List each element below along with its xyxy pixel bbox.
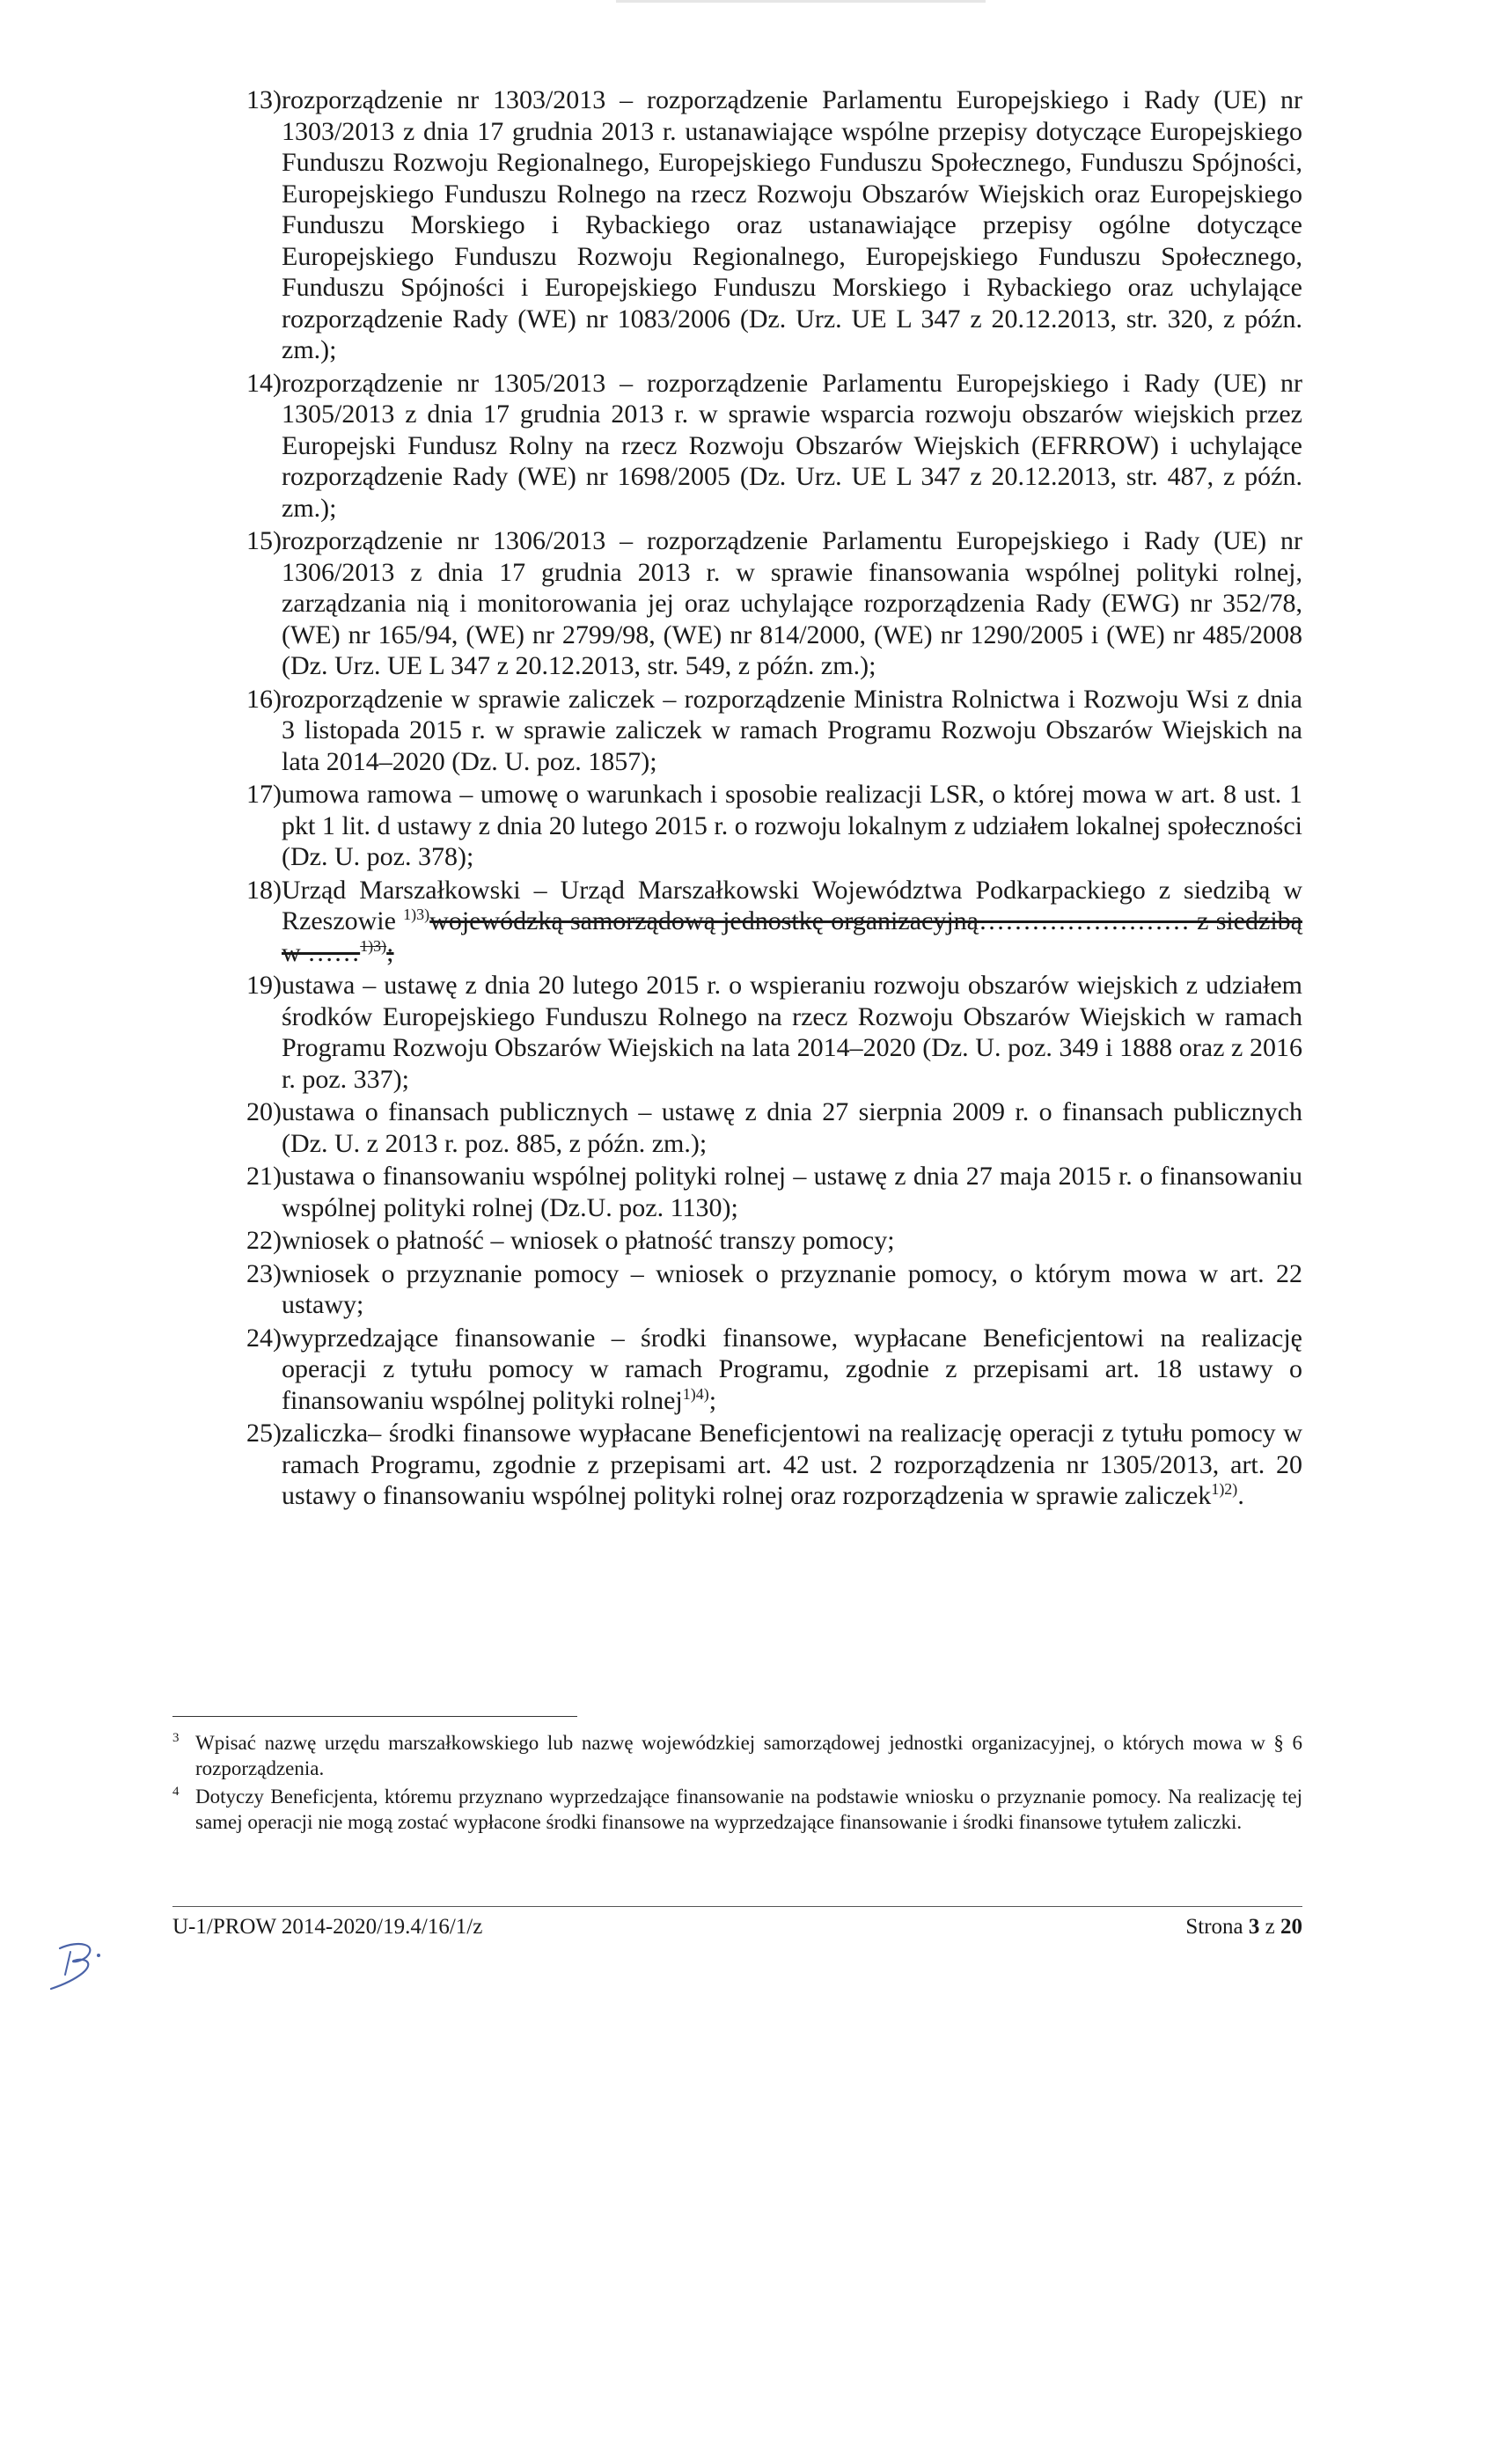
definition-text-part: ustawa o finansowaniu wspólnej polityki rolnej – ustawę z dnia 27 maja 2015 r. o finansowaniu wspólnej polityki rolnej (Dz.U. poz. 1130); xyxy=(282,1162,1302,1222)
definition-text xyxy=(282,1323,1302,1417)
definition-number: 15) xyxy=(246,526,282,555)
definition-item xyxy=(211,970,1302,1095)
definition-item xyxy=(211,875,1302,969)
definition-number: 16) xyxy=(246,684,282,714)
definition-item xyxy=(211,525,1302,682)
definition-number: 20) xyxy=(246,1097,282,1126)
definition-text-part: ustawa o finansach publicznych – ustawę z dnia 27 sierpnia 2009 r. o finansach publicznych (Dz. U. z 2013 r. poz. 885, z późn. zm.); xyxy=(282,1097,1302,1158)
definition-text-part: Urząd Marszałkowski – Urząd Marszałkowski Województwa Podkarpackiego z siedzibą w Rzeszowie xyxy=(282,875,1302,935)
definition-text xyxy=(282,1258,1302,1321)
definition-text xyxy=(282,368,1302,524)
page-prefix: Strona xyxy=(1185,1915,1249,1939)
definition-number: 25) xyxy=(246,1419,282,1448)
footnote-reference: 1)4) xyxy=(682,1384,709,1403)
definition-text xyxy=(282,525,1302,682)
definition-text-part: rozporządzenie nr 1303/2013 – rozporządzenie Parlamentu Europejskiego i Rady (UE) nr 1303/2013 z dnia 17 grudnia 2013 r. ustanawiające wspólne przepisy dotyczące Europejskiego Funduszu Rozwoju Regionalnego, Europejskiego Funduszu Społecznego, Funduszu Spójności, Europejskiego Funduszu Rolnego na rzecz Rozwoju Obszarów Wiejskich oraz Europejskiego Funduszu Morskiego i Rybackiego oraz ustanawiające przepisy ogólne dotyczące Europejskiego Funduszu Rozwoju Regionalnego, Europejskiego Funduszu Społecznego, Funduszu Spójności i Europejskiego Funduszu Morskiego i Rybackiego oraz uchylające rozporządzenie Rady (WE) nr 1083/2006 (Dz. Urz. UE L 347 z 20.12.2013, str. 320, z późn. zm.); xyxy=(282,85,1302,364)
definition-item xyxy=(211,1418,1302,1512)
definition-text xyxy=(282,684,1302,778)
definition-number: 14) xyxy=(246,368,282,398)
definition-item xyxy=(211,1258,1302,1321)
definition-number: 23) xyxy=(246,1258,282,1288)
definition-item xyxy=(211,368,1302,524)
footnotes xyxy=(172,1730,1302,1837)
document-code: U-1/PROW 2014-2020/19.4/16/1/z xyxy=(172,1915,483,1939)
footnote-reference: 1)2) xyxy=(1211,1480,1238,1498)
page-current: 3 xyxy=(1248,1915,1260,1939)
footnote-text: Dotyczy Beneficjenta, któremu przyznano wyprzedzające finansowanie na podstawie wniosku o przyznanie pomocy. Na realizację tej samej operacji nie mogą zostać wypłacone środki finansowe na wyprzedzające finansowanie i środki finansowe tytułem zaliczki. xyxy=(195,1786,1302,1833)
definition-number: 21) xyxy=(246,1162,282,1191)
definition-text-part: rozporządzenie nr 1306/2013 – rozporządzenie Parlamentu Europejskiego i Rady (UE) nr 1306/2013 z dnia 17 grudnia 2013 r. w sprawie finansowania wspólnej polityki rolnej, zarządzania nią i monitorowania jej oraz uchylające rozporządzenia Rady (EWG) nr 352/78, (WE) nr 165/94, (WE) nr 2799/98, (WE) nr 814/2000, (WE) nr 1290/2005 i (WE) nr 485/2008 (Dz. Urz. UE L 347 z 20.12.2013, str. 549, z późn. zm.); xyxy=(282,526,1302,680)
page-number xyxy=(1185,1915,1302,1940)
definition-text xyxy=(282,875,1302,969)
definition-item xyxy=(211,1096,1302,1159)
definition-item xyxy=(211,1161,1302,1223)
definition-text-part: rozporządzenie nr 1305/2013 – rozporządzenie Parlamentu Europejskiego i Rady (UE) nr 1305/2013 z dnia 17 grudnia 2013 r. w sprawie wsparcia rozwoju obszarów wiejskich przez Europejski Fundusz Rolny na rzecz Rozwoju Obszarów Wiejskich (EFRROW) i uchylające rozporządzenie Rady (WE) nr 1698/2005 (Dz. Urz. UE L 347 z 20.12.2013, str. 487, z późn. zm.); xyxy=(282,368,1302,523)
definition-text-part: ; xyxy=(386,937,394,967)
definition-text-part: umowa ramowa – umowę o warunkach i sposobie realizacji LSR, o której mowa w art. 8 ust. 1 pkt 1 lit. d ustawy z dnia 20 lutego 2015 r. o rozwoju lokalnym z udziałem lokalnej społeczności (Dz. U. poz. 378); xyxy=(282,780,1302,871)
footnote-text: Wpisać nazwę urzędu marszałkowskiego lub nazwę wojewódzkiej samorządowej jednostki organizacyjnej, o których mowa w § 6 rozporządzenia. xyxy=(195,1732,1302,1779)
definition-item xyxy=(211,779,1302,873)
definition-item xyxy=(211,1225,1302,1257)
definition-item xyxy=(211,684,1302,778)
handwritten-initials xyxy=(44,1936,114,1998)
definition-item xyxy=(211,1323,1302,1417)
definition-text-part: wniosek o przyznanie pomocy – wniosek o przyznanie pomocy, o którym mowa w art. 22 ustawy; xyxy=(282,1258,1302,1319)
definition-text xyxy=(282,1096,1302,1159)
definition-number: 18) xyxy=(246,875,282,905)
definition-text xyxy=(282,84,1302,366)
definition-text-part: wojewódzką samorządową jednostkę organizacyjną…………………… z siedzibą w …… xyxy=(282,906,1302,967)
definition-number: 22) xyxy=(246,1226,282,1255)
definition-number: 19) xyxy=(246,971,282,1000)
definition-number: 17) xyxy=(246,780,282,809)
definition-number: 13) xyxy=(246,85,282,114)
footnote-mark: 4 xyxy=(172,1785,180,1799)
definition-text xyxy=(282,1161,1302,1223)
page-separator: z xyxy=(1259,1915,1280,1939)
footnote-mark: 3 xyxy=(172,1731,180,1745)
definition-text-part: ; xyxy=(708,1385,717,1415)
footnote-separator xyxy=(172,1716,577,1717)
footnote xyxy=(172,1730,1302,1781)
footer-separator xyxy=(172,1906,1302,1907)
definition-text xyxy=(282,779,1302,873)
page-total: 20 xyxy=(1280,1915,1302,1939)
definitions-list xyxy=(211,84,1302,1514)
definition-text-part: wyprzedzające finansowanie – środki finansowe, wypłacane Beneficjentowi na realizację operacji z tytułu pomocy w ramach Programu, zgodnie z przepisami art. 18 ustawy o finansowaniu wspólnej polityki rolnej xyxy=(282,1323,1302,1415)
definition-text xyxy=(282,1418,1302,1512)
definition-number: 24) xyxy=(246,1323,282,1353)
definition-item xyxy=(211,84,1302,366)
definition-text-part: . xyxy=(1237,1481,1244,1510)
footnote xyxy=(172,1784,1302,1835)
definition-text-part: rozporządzenie w sprawie zaliczek – rozporządzenie Ministra Rolnictwa i Rozwoju Wsi z dnia 3 listopada 2015 r. w sprawie zaliczek w ramach Programu Rozwoju Obszarów Wiejskich na lata 2014–2020 (Dz. U. poz. 1857); xyxy=(282,684,1302,776)
definition-text-part: ustawa – ustawę z dnia 20 lutego 2015 r. o wspieraniu rozwoju obszarów wiejskich z udziałem środków Europejskiego Funduszu Rolnego na rzecz Rozwoju Obszarów Wiejskich w ramach Programu Rozwoju Obszarów Wiejskich na lata 2014–2020 (Dz. U. poz. 349 i 1888 oraz z 2016 r. poz. 337); xyxy=(282,971,1302,1094)
footnote-reference: 1)3) xyxy=(403,906,430,923)
definition-text-part: wniosek o płatność – wniosek o płatność transzy pomocy; xyxy=(282,1226,895,1255)
definition-text-part: zaliczka– środki finansowe wypłacane Beneficjentowi na realizację operacji z tytułu pomocy w ramach Programu, zgodnie z przepisami art. 42 ust. 2 rozporządzenia nr 1305/2013, art. 20 ustawy o finansowaniu wspólnej polityki rolnej oraz rozporządzenia w sprawie zaliczek xyxy=(282,1419,1302,1510)
footnote-reference: 1)3) xyxy=(360,936,387,955)
scan-edge-mark xyxy=(616,0,986,3)
definition-text xyxy=(282,970,1302,1095)
definition-text xyxy=(282,1225,1302,1257)
